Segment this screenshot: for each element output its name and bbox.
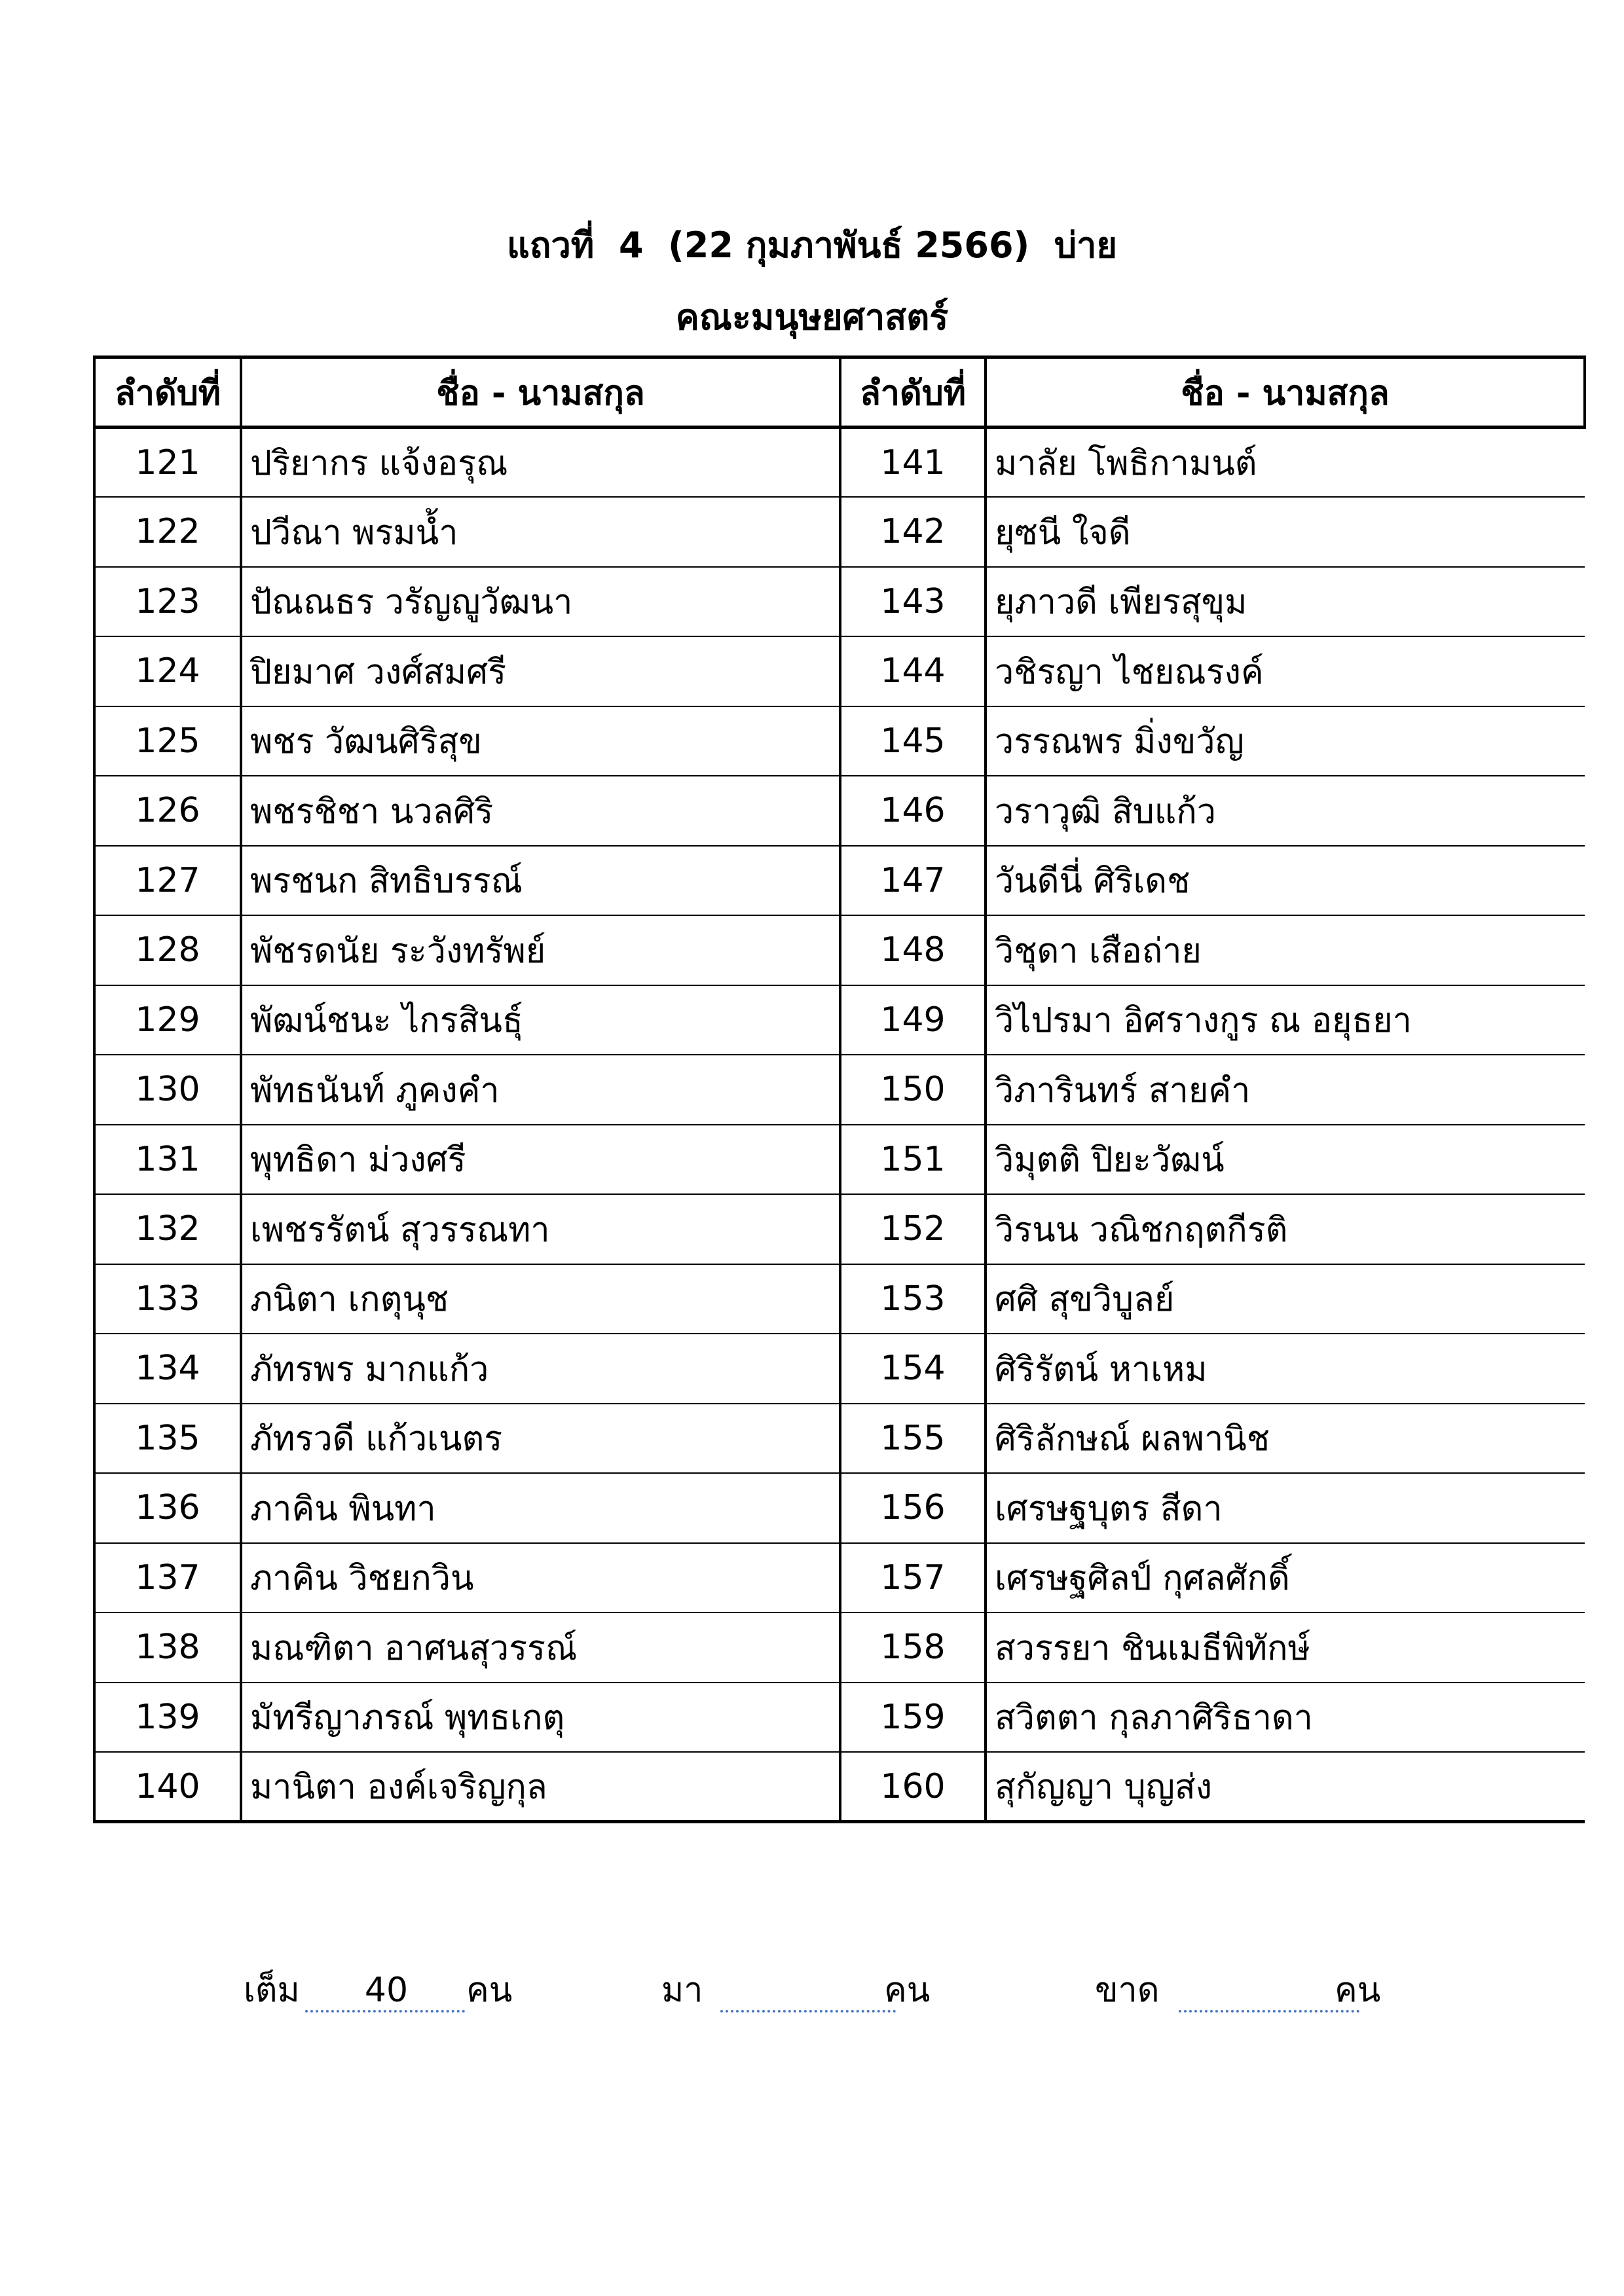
student-name: ภาคิน วิชยกวิน: [241, 1543, 840, 1613]
student-name: สุกัญญา บุญส่ง: [986, 1752, 1585, 1822]
row-number: 135: [94, 1404, 241, 1474]
student-name: พัฒน์ชนะ ไกรสินธุ์: [241, 985, 840, 1055]
row-number: 132: [94, 1194, 241, 1264]
row-number: 153: [840, 1264, 986, 1334]
table-row: [94, 915, 1585, 985]
full-count: 40: [364, 1971, 409, 2010]
table-row: [94, 1473, 1585, 1543]
student-name: ยุภาวดี เพียรสุขุม: [986, 567, 1585, 637]
row-number: 158: [840, 1613, 986, 1683]
row-number: 138: [94, 1613, 241, 1683]
student-name: พัทธนันท์ ภูคงคำ: [241, 1055, 840, 1125]
table-row: [94, 706, 1585, 776]
student-name: ปริยากร แจ้งอรุณ: [241, 428, 840, 498]
student-name: เพชรรัตน์ สุวรรณทา: [241, 1194, 840, 1264]
row-number: 154: [840, 1334, 986, 1404]
row-number: 123: [94, 567, 241, 637]
row-number: 159: [840, 1683, 986, 1753]
table-row: [94, 1125, 1585, 1195]
row-number: 144: [840, 636, 986, 706]
student-name: วชิรญา ไชยณรงค์: [986, 636, 1585, 706]
row-number: 151: [840, 1125, 986, 1195]
page-title: แถวที่ 4 (22 กุมภาพันธ์ 2566) บ่าย: [506, 225, 1118, 266]
row-number: 140: [94, 1752, 241, 1822]
absent-unit: คน: [1335, 1971, 1381, 2010]
row-number: 122: [94, 497, 241, 567]
faculty-subtitle: คณะมนุษยศาสตร์: [675, 297, 949, 338]
table-row: [94, 1194, 1585, 1264]
table-row: [94, 1055, 1585, 1125]
present-count-field[interactable]: [720, 2010, 896, 2013]
row-number: 143: [840, 567, 986, 637]
student-name: ศศิ สุขวิบูลย์: [986, 1264, 1585, 1334]
student-name: ภัทรวดี แก้วเนตร: [241, 1404, 840, 1474]
student-name: วรรณพร มิ่งขวัญ: [986, 706, 1585, 776]
row-number: 141: [840, 428, 986, 498]
student-name: วิมุตติ ปิยะวัฒน์: [986, 1125, 1585, 1195]
row-number: 149: [840, 985, 986, 1055]
student-name: วิชุดา เสือถ่าย: [986, 915, 1585, 985]
student-name: ปิยมาศ วงศ์สมศรี: [241, 636, 840, 706]
table-row: [94, 985, 1585, 1055]
row-number: 128: [94, 915, 241, 985]
table-row: [94, 846, 1585, 916]
student-name: มาลัย โพธิกามนต์: [986, 428, 1585, 498]
row-number: 124: [94, 636, 241, 706]
row-number: 160: [840, 1752, 986, 1822]
row-number: 150: [840, 1055, 986, 1125]
attendance-summary: [0, 1954, 1624, 2033]
row-number: 134: [94, 1334, 241, 1404]
row-number: 152: [840, 1194, 986, 1264]
student-name: วิรนน วณิชกฤตกีรติ: [986, 1194, 1585, 1264]
student-name: สวิตตา กุลภาศิริธาดา: [986, 1683, 1585, 1753]
full-unit: คน: [466, 1971, 513, 2010]
column-header-number: ลำดับที่: [94, 357, 241, 428]
row-number: 145: [840, 706, 986, 776]
student-name: วันดีนี่ ศิริเดช: [986, 846, 1585, 916]
student-name: ปัณณธร วรัญญูวัฒนา: [241, 567, 840, 637]
table-row: [94, 1752, 1585, 1822]
student-name: พัชรดนัย ระวังทรัพย์: [241, 915, 840, 985]
row-number: 129: [94, 985, 241, 1055]
row-number: 131: [94, 1125, 241, 1195]
row-number: 142: [840, 497, 986, 567]
student-name: พุทธิดา ม่วงศรี: [241, 1125, 840, 1195]
table-row: [94, 776, 1585, 846]
table-row: [94, 1334, 1585, 1404]
table-row: [94, 428, 1585, 498]
table-row: [94, 1543, 1585, 1613]
row-number: 133: [94, 1264, 241, 1334]
student-name: ศิริลักษณ์ ผลพานิช: [986, 1404, 1585, 1474]
student-name: เศรษฐบุตร สีดา: [986, 1473, 1585, 1543]
row-number: 147: [840, 846, 986, 916]
column-header-name: ชื่อ - นามสกุล: [241, 357, 840, 428]
attendance-table: [93, 355, 1586, 1823]
row-number: 130: [94, 1055, 241, 1125]
absent-count-field[interactable]: [1179, 2010, 1359, 2013]
table-row: [94, 497, 1585, 567]
student-name: วิภารินทร์ สายคำ: [986, 1055, 1585, 1125]
student-name: ปวีณา พรมน้ำ: [241, 497, 840, 567]
student-name: ภัทรพร มากแก้ว: [241, 1334, 840, 1404]
student-name: มานิตา องค์เจริญกุล: [241, 1752, 840, 1822]
column-header-number: ลำดับที่: [840, 357, 986, 428]
student-name: พรชนก สิทธิบรรณ์: [241, 846, 840, 916]
student-name: เศรษฐศิลป์ กุศลศักดิ์: [986, 1543, 1585, 1613]
student-name: พชรชิชา นวลศิริ: [241, 776, 840, 846]
student-name: ภนิตา เกตุนุช: [241, 1264, 840, 1334]
row-number: 127: [94, 846, 241, 916]
row-number: 121: [94, 428, 241, 498]
table-row: [94, 1613, 1585, 1683]
student-name: ภาคิน พินทา: [241, 1473, 840, 1543]
student-name: สวรรยา ชินเมธีพิทักษ์: [986, 1613, 1585, 1683]
student-name: วิไปรมา อิศรางกูร ณ อยุธยา: [986, 985, 1585, 1055]
table-row: [94, 1264, 1585, 1334]
row-number: 136: [94, 1473, 241, 1543]
table-header-row: [94, 357, 1585, 428]
row-number: 125: [94, 706, 241, 776]
row-number: 148: [840, 915, 986, 985]
full-count-line: [305, 2010, 465, 2013]
student-name: มณฑิตา อาศนสุวรรณ์: [241, 1613, 840, 1683]
row-number: 146: [840, 776, 986, 846]
row-number: 156: [840, 1473, 986, 1543]
row-number: 126: [94, 776, 241, 846]
present-unit: คน: [884, 1971, 931, 2010]
student-name: มัทรีญาภรณ์ พุทธเกตุ: [241, 1683, 840, 1753]
student-name: ยุซนี ใจดี: [986, 497, 1585, 567]
full-label: เต็ม: [244, 1971, 300, 2010]
row-number: 137: [94, 1543, 241, 1613]
row-number: 139: [94, 1683, 241, 1753]
row-number: 155: [840, 1404, 986, 1474]
table-row: [94, 636, 1585, 706]
column-header-name: ชื่อ - นามสกุล: [986, 357, 1585, 428]
absent-label: ขาด: [1095, 1971, 1160, 2010]
table-row: [94, 1683, 1585, 1753]
student-name: พชร วัฒนศิริสุข: [241, 706, 840, 776]
row-number: 157: [840, 1543, 986, 1613]
table-row: [94, 1404, 1585, 1474]
present-label: มา: [661, 1971, 703, 2010]
student-name: วราวุฒิ สิบแก้ว: [986, 776, 1585, 846]
table-row: [94, 567, 1585, 637]
student-name: ศิริรัตน์ หาเหม: [986, 1334, 1585, 1404]
